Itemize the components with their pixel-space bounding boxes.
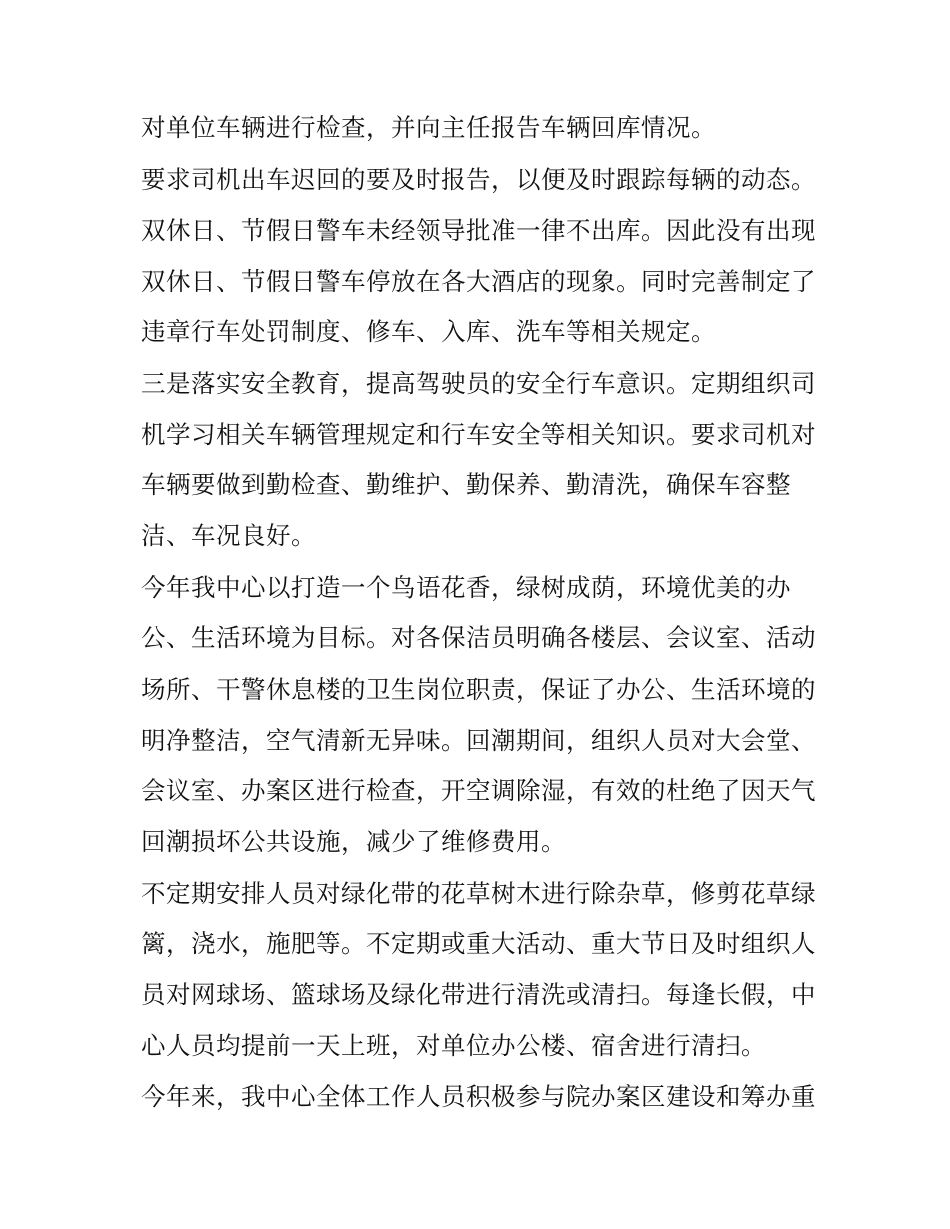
text-line: 会议室、办案区进行检查，开空调除湿，有效的杜绝了因天气 — [141, 776, 816, 805]
text-line: 要求司机出车迟回的要及时报告，以便及时跟踪每辆的动态。 — [141, 165, 816, 194]
text-line: 三是落实安全教育，提高驾驶员的安全行车意识。定期组织司 — [141, 369, 816, 398]
text-line: 回潮损坏公共设施，减少了维修费用。 — [141, 827, 566, 856]
text-line: 员对网球场、篮球场及绿化带进行清洗或清扫。每逢长假，中 — [141, 980, 816, 1009]
text-line: 车辆要做到勤检查、勤维护、勤保养、勤清洗，确保车容整 — [141, 470, 791, 499]
text-line: 违章行车处罚制度、修车、入库、洗车等相关规定。 — [141, 317, 716, 346]
text-line: 机学习相关车辆管理规定和行车安全等相关知识。要求司机对 — [141, 420, 816, 449]
text-line: 双休日、节假日警车停放在各大酒店的现象。同时完善制定了 — [141, 267, 816, 296]
text-line: 场所、干警休息楼的卫生岗位职责，保证了办公、生活环境的 — [141, 675, 816, 704]
text-line: 今年来，我中心全体工作人员积极参与院办案区建设和筹办重 — [141, 1082, 816, 1111]
text-line: 双休日、节假日警车未经领导批准一律不出库。因此没有出现 — [141, 216, 816, 245]
text-line: 不定期安排人员对绿化带的花草树木进行除杂草，修剪花草绿 — [141, 879, 816, 908]
text-line: 公、生活环境为目标。对各保洁员明确各楼层、会议室、活动 — [141, 623, 816, 652]
text-line: 洁、车况良好。 — [141, 521, 316, 550]
text-line: 篱，浇水，施肥等。不定期或重大活动、重大节日及时组织人 — [141, 929, 816, 958]
text-line: 心人员均提前一天上班，对单位办公楼、宿舍进行清扫。 — [141, 1031, 766, 1060]
text-line: 明净整洁，空气清新无异味。回潮期间，组织人员对大会堂、 — [141, 726, 816, 755]
text-line: 对单位车辆进行检查，并向主任报告车辆回库情况。 — [141, 113, 716, 142]
text-line: 今年我中心以打造一个鸟语花香，绿树成荫，环境优美的办 — [141, 573, 791, 602]
